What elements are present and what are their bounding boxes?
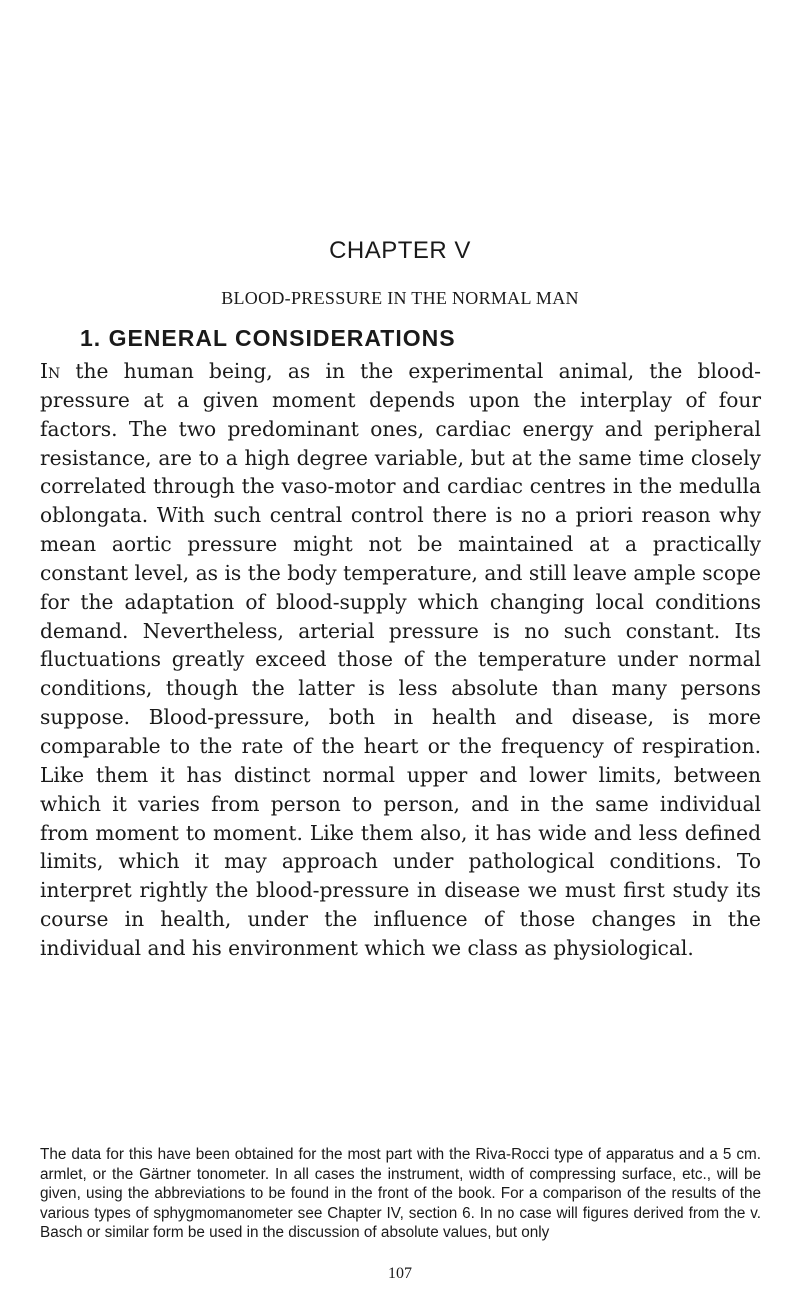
body-paragraph <box>40 357 761 963</box>
footnote: The data for this have been obtained for the most part with the Riva-Rocci type of apparatus and a 5 cm. armlet, or the Gärtner tonometer. In all cases the instrument, width of compressing surface, etc., will be given, using the abbreviations to be found in the front of the book. For a comparison of the results of the various types of sphygmomanometer see Chapter IV, section 6. In no case will figures derived from the v. Basch or similar form be used in the discussion of absolute values, but only <box>40 1146 761 1241</box>
chapter-subtitle: BLOOD-PRESSURE IN THE NORMAL MAN <box>221 288 579 308</box>
lead-word: In <box>40 359 61 383</box>
page-number: 107 <box>388 1265 412 1282</box>
body-paragraph-text: the human being, as in the experimental animal, the blood-pressure at a given moment depends upon the interplay of four factors. The two predominant ones, cardiac energy and peripheral resistance, are to a high degree variable, but at the same time closely correlated through the vaso-motor and cardiac centres in the medulla oblongata. With such central control there is no a priori reason why mean aortic pressure might not be maintained at a practically constant level, as is the body temperature, and still leave ample scope for the adaptation of blood-supply which changing local conditions demand. Nevertheless, arterial pressure is no such constant. Its fluctuations greatly exceed those of the temperature under normal conditions, though the latter is less absolute than many persons suppose. Blood-pressure, both in health and disease, is more comparable to the rate of the heart or the frequency of respiration. Like them it has distinct normal upper and lower limits, between which it varies from person to person, and in the same individual from moment to moment. Like them also, it has wide and less defined limits, which it may approach under pathological conditions. To interpret rightly the blood-pressure in disease we must first study its course in health, under the influence of those changes in the individual and his environment which we class as physiological. <box>40 359 761 960</box>
chapter-title: CHAPTER V <box>329 237 471 264</box>
section-heading: 1. GENERAL CONSIDERATIONS <box>80 325 456 351</box>
